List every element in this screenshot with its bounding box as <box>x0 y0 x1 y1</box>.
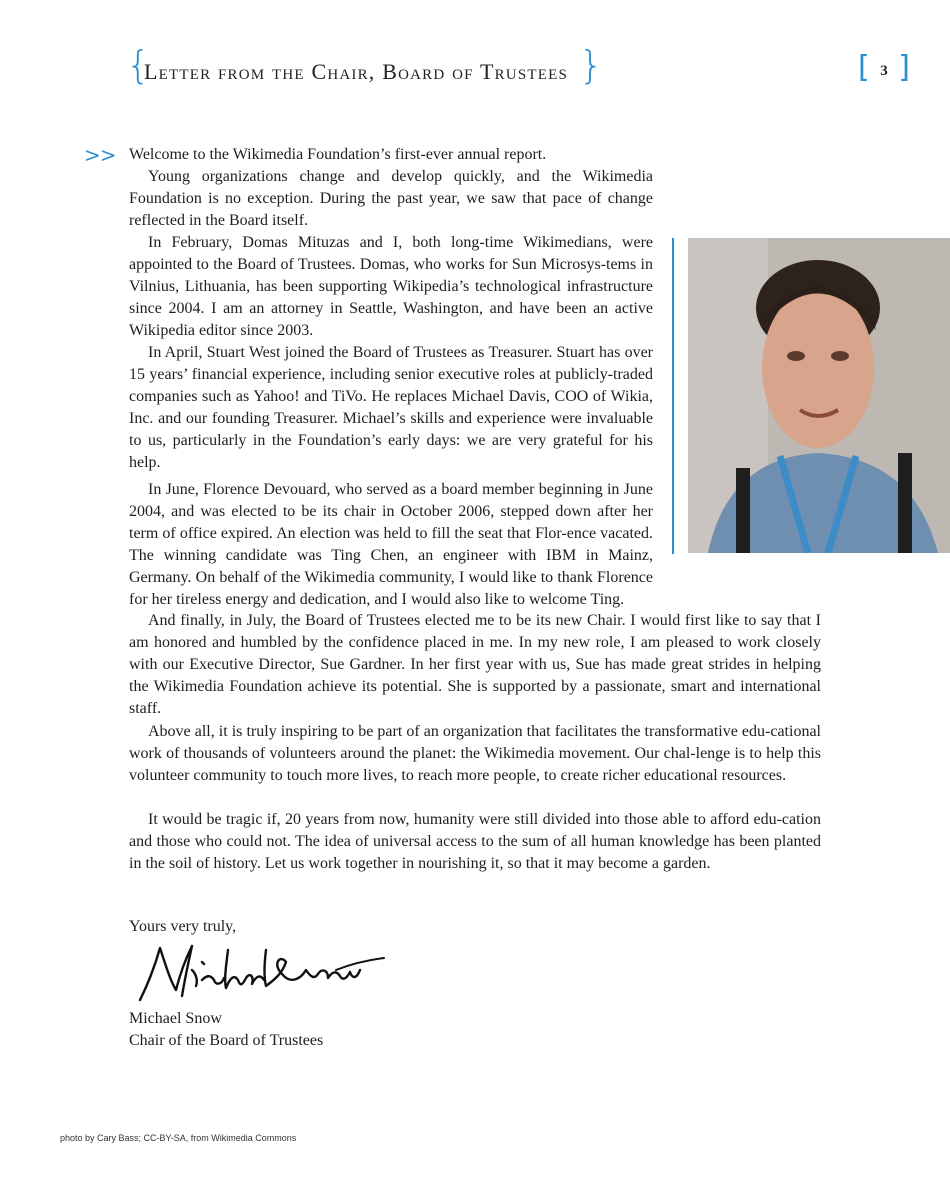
paragraph-july: And finally, in July, the Board of Trustees elected me to be its new Chair. I would first like to say that I am honored and humbled by the confidence placed in me. In my new role, I am pleased to work closely with our Executive Director, Sue Gardner. In her first year with us, Sue has made great strides in helping the Wikimedia Foundation achieve its potential. She is supported by a passionate, smart and international staff. <box>129 612 821 718</box>
signatory-role: Chair of the Board of Trustees <box>129 1032 324 1049</box>
paragraph-february: In February, Domas Mituzas and I, both long-time Wikimedians, were appointed to the Board of Trustees. Domas, who works for Sun Microsys-tems in Vilnius, Lithuania, has been supporting Wikipedia’s technological infrastructure since 2004. I am an attorney in Seattle, Washington, and have been an active Wikipedia editor since 2003. <box>129 234 653 340</box>
photo-credit: photo by Cary Bass; CC-BY-SA, from Wikimedia Commons <box>60 1133 297 1143</box>
intro-marker-icon: >> <box>84 143 116 167</box>
salutation: Yours very truly, <box>129 918 237 935</box>
signature <box>136 940 386 1006</box>
right-brace-icon: } <box>579 43 604 87</box>
accent-rule <box>672 238 674 554</box>
page-number: 3 <box>880 63 888 79</box>
right-bracket-icon: ] <box>898 50 910 85</box>
left-brace-icon: { <box>126 43 151 87</box>
paragraph-june: In June, Florence Devouard, who served as a board member beginning in June 2004, and was elected to be its chair in October 2006, stepped down after her term of office expired. An election was held to fill the seat that Flor-ence vacated. The winning candidate was Ting Chen, an engineer with IBM in Mainz, Germany. On behalf of the Wikimedia community, I would like to thank Florence for her tireless energy and dedication, and I would also like to welcome Ting. <box>129 481 653 609</box>
paragraph-welcome: Welcome to the Wikimedia Foundation’s first-ever annual report. <box>129 146 547 163</box>
paragraph-young-organizations: Young organizations change and develop quickly, and the Wikimedia Foundation is no exception. During the past year, we saw that pace of change reflected in the Board itself. <box>129 168 653 230</box>
paragraph-tragic: It would be tragic if, 20 years from now, humanity were still divided into those able to afford edu-cation and those who could not. The idea of universal access to the sum of all human knowledge has been planted in the soil of history. Let us work together in nourishing it, so that it may become a garden. <box>129 811 821 873</box>
paragraph-above-all: Above all, it is truly inspiring to be part of an organization that facilitates the transformative edu-cational work of thousands of volunteers around the planet: the Wikimedia movement. Our chal-lenge is to help this volunteer community to touch more lives, to reach more people, to create richer educational resources. <box>129 723 821 785</box>
portrait-illustration <box>688 238 950 553</box>
page-number-box <box>858 50 910 85</box>
page-title: Letter from the Chair, Board of Trustees <box>144 59 569 84</box>
left-bracket-icon: [ <box>858 50 870 85</box>
paragraph-april: In April, Stuart West joined the Board of Trustees as Treasurer. Stuart has over 15 years’ financial experience, including senior executive roles at publicly-traded companies such as Yahoo! and TiVo. He replaces Michael Davis, COO of Wikia, Inc. and our founding Treasurer. Michael’s skills and experience were invaluable to us, particularly in the Foundation’s early days: we are very grateful for his help. <box>129 344 653 472</box>
portrait-photo <box>688 238 950 553</box>
signatory-name: Michael Snow <box>129 1010 222 1027</box>
